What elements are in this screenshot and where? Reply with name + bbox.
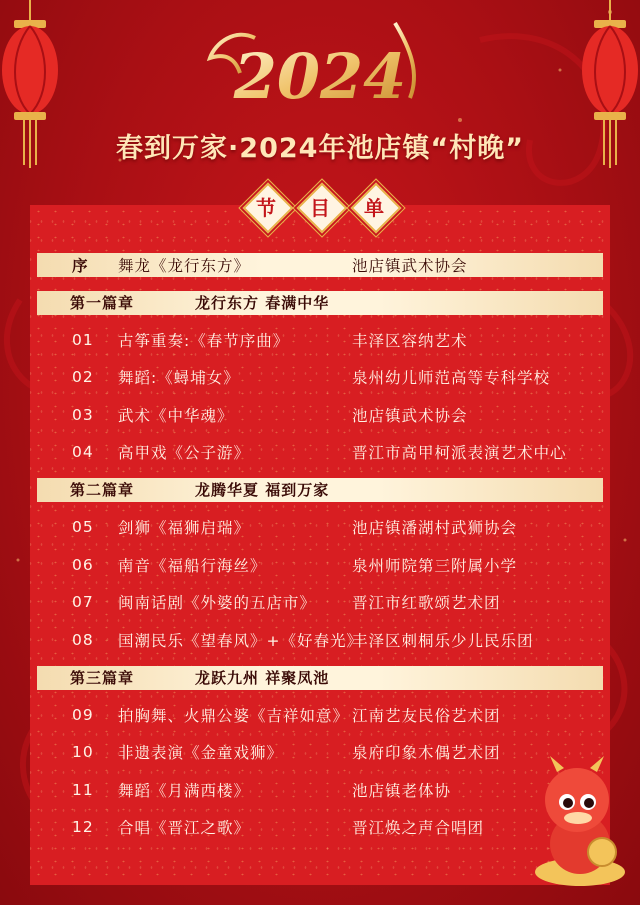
section-label: 第一篇章 <box>70 293 135 312</box>
dragon-2024-logo <box>195 18 445 118</box>
section-label: 第二篇章 <box>70 481 135 500</box>
list-item: 05 剑狮《福狮启瑞》 池店镇潘湖村武狮协会 <box>72 518 518 538</box>
list-item: 04 高甲戏《公子游》 晋江市高甲柯派表演艺术中心 <box>72 443 567 463</box>
list-item: 10 非遗表演《金童戏狮》 泉府印象木偶艺术团 <box>72 743 501 763</box>
list-item: 06 南音《福船行海丝》 泉州师院第三附属小学 <box>72 555 518 575</box>
badge-mu: 目 <box>300 186 340 226</box>
list-item: 12 合唱《晋江之歌》 晋江焕之声合唱团 <box>72 818 485 838</box>
section-theme: 龙跃九州 祥聚凤池 <box>195 668 330 687</box>
section-theme: 龙行东方 春满中华 <box>195 293 330 312</box>
section-label: 第三篇章 <box>70 668 135 687</box>
list-item: 07 闽南话剧《外婆的五店市》 晋江市红歌颂艺术团 <box>72 593 501 613</box>
year-text: 2024 <box>233 40 407 113</box>
list-item: 11 舞蹈《月满西楼》 池店镇老体协 <box>72 780 452 800</box>
section-header <box>30 659 610 697</box>
page-title: 春到万家·2024年池店镇“村晚” <box>116 133 524 164</box>
section-theme: 龙腾华夏 福到万家 <box>195 481 330 500</box>
section-header <box>30 471 610 509</box>
list-item: 02 舞蹈:《蟳埔女》 泉州幼儿师范高等专科学校 <box>72 368 551 388</box>
list-item: 01 古筝重奏:《春节序曲》 丰泽区容纳艺术 <box>72 330 468 350</box>
prelude-num: 序 <box>72 256 89 275</box>
program-list-badges <box>0 183 640 231</box>
prelude-program: 舞龙《龙行东方》 <box>118 256 251 275</box>
dragon-mascot-icon <box>522 752 632 892</box>
badge-jie: 节 <box>246 186 286 226</box>
list-item: 03 武术《中华魂》 池店镇武术协会 <box>72 405 468 425</box>
list-item: 09 拍胸舞、火鼎公婆《吉祥如意》 江南艺友民俗艺术团 <box>72 705 501 725</box>
prelude-row <box>30 246 610 284</box>
list-item: 08 国潮民乐《望春风》+《好春光》 丰泽区刺桐乐少儿民乐团 <box>72 630 534 650</box>
section-header <box>30 284 610 322</box>
prelude-performer: 池店镇武术协会 <box>352 256 468 275</box>
badge-dan: 单 <box>354 186 394 226</box>
